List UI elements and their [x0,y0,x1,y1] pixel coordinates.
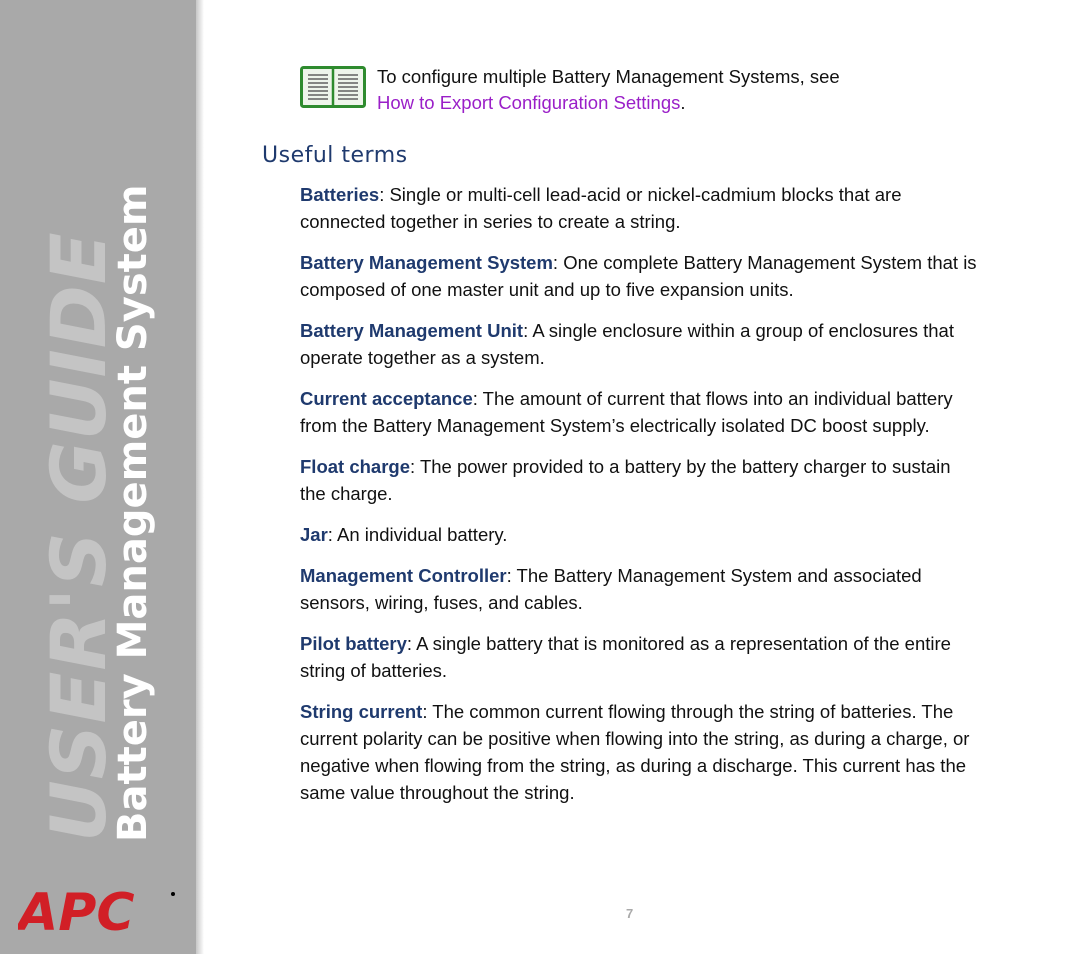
guide-title: USER'S GUIDE [34,231,123,842]
term-name: Batteries [300,184,380,205]
term-item [300,249,980,303]
term-item [300,385,980,439]
sidebar-shadow [196,0,204,954]
term-name: Battery Management System [300,252,553,273]
term-item [300,698,980,806]
term-definition: : A single enclosure within a group of enclosures that operate together as a system. [300,320,954,368]
section-title: Useful terms [262,143,408,168]
term-item [300,521,980,548]
note-text [377,64,977,116]
term-item [300,317,980,371]
note-body: To configure multiple Battery Management Systems, see [377,66,840,87]
page-number: 7 [626,906,634,921]
term-definition: : An individual battery. [327,524,508,545]
term-definition: : A single battery that is monitored as a representation of the entire string of batteries. [300,633,951,681]
term-item [300,630,980,684]
term-definition: : The Battery Management System and associated sensors, wiring, fuses, and cables. [300,565,922,613]
term-name: Management Controller [300,565,507,586]
term-item [300,562,980,616]
term-name: Jar [300,524,328,545]
note-suffix: . [680,92,686,113]
logo-text: APC [18,886,135,934]
term-definition: : One complete Battery Management System that is composed of one master unit and up to five expansion units. [300,252,977,300]
guide-subtitle: Battery Management System [110,184,156,842]
term-name: String current [300,701,423,722]
term-name: Pilot battery [300,633,407,654]
term-name: Battery Management Unit [300,320,524,341]
term-definition: : The power provided to a battery by the battery charger to sustain the charge. [300,456,951,504]
book-icon [300,66,366,113]
term-definition: : The common current flowing through the string of batteries. The current polarity can be positive when flowing into the string, as during a charge, or negative when flowing from the string, as during a discharge. This current has the same value throughout the string. [300,701,970,803]
apc-logo [18,886,176,939]
term-definition: : Single or multi-cell lead-acid or nickel-cadmium blocks that are connected together in series to create a string. [300,184,902,232]
term-definition: : The amount of current that flows into an individual battery from the Battery Management System’s electrically isolated DC boost supply. [300,388,953,436]
term-item [300,181,980,235]
terms-list [300,181,980,820]
term-name: Current acceptance [300,388,473,409]
term-name: Float charge [300,456,410,477]
term-item [300,453,980,507]
export-settings-link[interactable]: How to Export Configuration Settings [377,92,681,113]
